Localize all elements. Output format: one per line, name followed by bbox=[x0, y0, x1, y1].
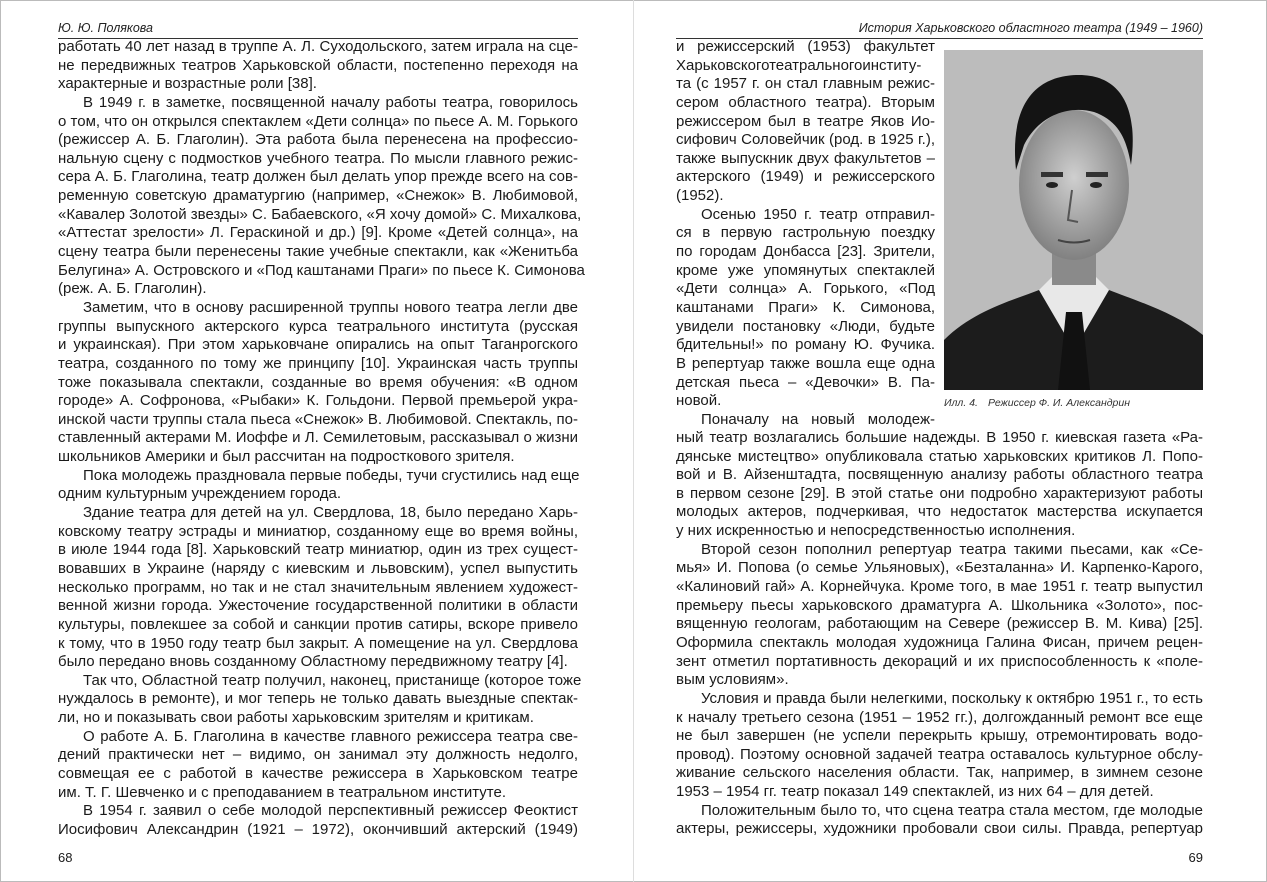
paragraph bbox=[58, 504, 578, 672]
text-line: городе» А. Софронова, «Рыбаки» К. Гольдони. Первой премьерой укра- bbox=[58, 392, 578, 410]
text-line: театра, созданного по тому же принципу [10]. Украинская часть труппы bbox=[58, 354, 578, 372]
text-line: в июле 1944 года [8]. Харьковский театр миниатюр, один из трех сущест- bbox=[58, 541, 578, 559]
text-line: к тому, что в 1950 году театр был закрыт. А помещение на ул. Свердлова bbox=[58, 634, 578, 652]
text-line: ный театр возлагались большие надежды. В 1950 г. киевская газета «Ра- bbox=[676, 428, 1203, 446]
paragraph bbox=[676, 690, 1203, 802]
paragraph bbox=[58, 671, 582, 728]
text-line: совмещая ее с работой в качестве режиссера в Харьковском театре bbox=[58, 764, 578, 782]
figure-caption bbox=[944, 397, 1130, 409]
paragraph bbox=[676, 429, 1203, 541]
text-line: тоже показывала спектакли, созданные во время обучения: «В одном bbox=[58, 373, 578, 391]
text-line: инской части труппы стала пьеса «Снежок» В. Любимовой. Спектакль, по- bbox=[58, 410, 578, 428]
text-line: Пока молодежь праздновала первые победы, тучи сгустились над еще bbox=[83, 466, 580, 484]
text-line: вященную геологам, работающим на Севере (режиссер В. М. Кива) [25]. bbox=[676, 615, 1203, 633]
text-line: Так что, Областной театр получил, наконец, пристанище (которое тоже bbox=[83, 671, 582, 689]
text-line: нуждалось в ремонте), и мог теперь не только давать выездные спектак- bbox=[58, 690, 578, 708]
portrait-photo bbox=[944, 50, 1203, 390]
text-line: не передвижных театров Харьковской области, постепенно переходя на bbox=[58, 56, 578, 74]
text-line: сером областного театра). Вторым bbox=[676, 93, 935, 111]
text-line: сера А. Б. Глаголина, театр должен был делать упор прежде всего на сов- bbox=[58, 168, 578, 186]
text-line: увидели постановку «Люди, будьте bbox=[676, 317, 935, 335]
text-line: Второй сезон пополнил репертуар театра такими пьесами, как «Се- bbox=[701, 540, 1203, 558]
text-line: кроме уже упомянутых спектаклей bbox=[676, 261, 935, 279]
text-line: Оформила спектакль молодая художница Галина Фисан, причем рецен- bbox=[676, 633, 1203, 651]
text-line: нальную сцену с подмостков учебного театра. По мысли главного режис- bbox=[58, 149, 578, 167]
paragraph bbox=[58, 728, 578, 803]
text-line: одним культурным учреждением города. bbox=[58, 485, 342, 503]
text-line: сцену театра были перенесены такие учебные спектакли, как «Женитьба bbox=[58, 243, 578, 261]
right-body-text bbox=[676, 429, 1203, 839]
text-line: В 1949 г. в заметке, посвященной началу работы театра, говорилось bbox=[83, 93, 578, 111]
book-gutter bbox=[633, 0, 634, 882]
text-line: ковскому театру эстрады и миниатюр, созданному еще во время войны, bbox=[58, 522, 578, 540]
text-line: мья» И. Попова (о семье Ульяновых), «Безталанна» И. Карпенко-Карого, bbox=[676, 559, 1203, 577]
text-line: вой и В. Айзенштадта, посвященную анализу работы областного театра bbox=[676, 466, 1203, 484]
figure-caption-text: Режиссер Ф. И. Александрин bbox=[987, 397, 1130, 409]
text-line: новой. bbox=[676, 392, 722, 410]
text-line: и режиссерский (1953) факультет bbox=[676, 38, 935, 55]
text-line: им. Т. Г. Шевченко и с преподаванием в театральном институте. bbox=[58, 783, 507, 801]
text-line: о том, что он открылся спектаклем «Дети солнца» по пьесе А. М. Горького bbox=[58, 112, 578, 130]
right-narrow-text bbox=[676, 38, 935, 429]
paragraph bbox=[676, 802, 1203, 839]
running-header-title: История Харьковского областного театра (1949 – 1960) bbox=[858, 21, 1203, 35]
text-line: Заметим, что в основу расширенной труппы нового театра легли две bbox=[83, 298, 578, 316]
text-line: живание сельского населения области. Так, например, в зимнем сезоне bbox=[676, 764, 1203, 782]
text-line: работать 40 лет назад в труппе А. Л. Суходольского, затем играла на сце- bbox=[58, 38, 578, 55]
text-line: актерского (1949) и режиссерского bbox=[676, 168, 935, 186]
text-line: (1952). bbox=[676, 187, 724, 205]
text-line: Иосифович Александрин (1921 – 1972), окончивший актерский (1949) bbox=[58, 820, 578, 838]
text-line: Осенью 1950 г. театр отправил- bbox=[701, 205, 935, 223]
text-line: сифович Соловейчик (род. в 1925 г.), bbox=[676, 131, 935, 149]
figure-label: Илл. 4. bbox=[944, 397, 978, 409]
text-line: школьников Америки и был рассчитан на подросткового зрителя. bbox=[58, 448, 515, 466]
text-line: премьеру пьесы харьковского драматурга А. Школьника «Золото», пос- bbox=[676, 596, 1203, 614]
text-line: актеры, режиссеры, художники пробовали свои силы. Правда, репертуар bbox=[676, 820, 1203, 838]
text-line: ременную советскую драматургию (например, «Снежок» В. Любимовой, bbox=[58, 187, 578, 205]
text-line: вовавших в Украине (наряду с киевским и львовским), успел выпустить bbox=[58, 559, 578, 577]
text-line: по городам Донбасса [23]. Зрители, bbox=[676, 243, 935, 261]
paragraph bbox=[676, 38, 935, 206]
text-line: провод). Поэтому основной задачей театра оставалось культурное обслу- bbox=[676, 745, 1203, 763]
text-line: каштанами Праги» К. Симонова, bbox=[676, 298, 935, 316]
text-line: молодых актеров, подчеркивая, что недостаток мастерства искупается bbox=[676, 503, 1203, 521]
text-line: вым условиям». bbox=[676, 671, 789, 689]
page-number: 68 bbox=[58, 850, 73, 865]
text-line: Условия и правда были нелегкими, поскольку к октябрю 1951 г., то есть bbox=[701, 689, 1203, 707]
text-line: В репертуар также вошла еще одна bbox=[676, 354, 935, 372]
text-line: ставленный актерами М. Иоффе и Л. Семилетовым, рассказывал о жизни bbox=[58, 429, 578, 447]
text-line: дений практически нет – видимо, он занимал эту должность недолго, bbox=[58, 746, 578, 764]
text-line: несколько программ, но так и не стал значительным явлением художест- bbox=[58, 578, 578, 596]
text-line: было передано вновь созданному Областному передвижному театру [4]. bbox=[58, 653, 568, 671]
text-line: в первом сезоне [29]. В этой статье они подробно характеризуют работы bbox=[676, 484, 1203, 502]
paragraph bbox=[58, 38, 578, 94]
text-line: к началу третьего сезона (1951 – 1952 гг.), долгожданный ремонт все еще bbox=[676, 708, 1203, 726]
paragraph bbox=[676, 411, 935, 430]
text-line: В 1954 г. заявил о себе молодой перспективный режиссер Феоктист bbox=[83, 802, 578, 820]
paragraph bbox=[676, 206, 935, 411]
running-header-author: Ю. Ю. Полякова bbox=[58, 21, 153, 35]
text-line: «Аттестат зрелости» Л. Гераскиной и др.) [9]. Кроме «Детей солнца», на bbox=[58, 224, 578, 242]
paragraph bbox=[58, 467, 578, 504]
text-line: Здание театра для детей на ул. Свердлова, 18, было передано Харь- bbox=[83, 504, 578, 522]
text-line: бдительны!» по роману Ю. Фучика. bbox=[676, 336, 935, 354]
text-line: (режиссер А. Б. Глаголин). Эта работа была перенесена на профессио- bbox=[58, 131, 578, 149]
text-line: 1953 – 1954 гг. театр показал 149 спектаклей, из них 64 – для детей. bbox=[676, 783, 1154, 801]
text-line: группы выпускного актерского курса театрального института (русская bbox=[58, 317, 578, 335]
text-line: и украинская). При этом харьковчане опирались на опыт Таганрогского bbox=[58, 336, 578, 354]
text-line: «Дети солнца» А. Горького, «Под bbox=[676, 280, 935, 298]
paragraph bbox=[58, 299, 578, 467]
text-line: дянське мистецтво» опубликовала статью харьковских критиков Л. Попо- bbox=[676, 447, 1203, 465]
text-line: Поначалу на новый молодеж- bbox=[701, 410, 935, 428]
text-line: у них искренностью и непосредственностью исполнения. bbox=[676, 522, 1076, 540]
page-number: 69 bbox=[1188, 850, 1203, 865]
paragraph bbox=[58, 802, 578, 839]
text-line: зент отметил портативность декораций и их приспособленность к «поле- bbox=[676, 652, 1203, 670]
text-line: О работе А. Б. Глаголина в качестве главного режиссера театра све- bbox=[83, 727, 578, 745]
left-body-text bbox=[58, 38, 585, 840]
text-line: венной жизни города. Ужесточение государственной политики в области bbox=[58, 597, 578, 615]
text-line: «Калиновий гай» А. Корнейчука. Кроме того, в мае 1951 г. театр выпустил bbox=[676, 578, 1203, 596]
text-line: Харьковскоготеатральногоинститу- bbox=[676, 56, 922, 74]
text-line: «Кавалер Золотой звезды» С. Бабаевского, «Я хочу домой» С. Михалкова, bbox=[58, 205, 582, 223]
text-line: также выпускник двух факультетов – bbox=[676, 149, 935, 167]
text-line: не был завершен (не успели перекрыть крышу, отремонтировать водо- bbox=[676, 727, 1203, 745]
text-line: Белугина» А. Островского и «Под каштанами Праги» по пьесе К. Симонова bbox=[58, 261, 585, 279]
text-line: режиссером был в театре Яков Ио- bbox=[676, 112, 935, 130]
text-line: Положительным было то, что сцена театра стала местом, где молодые bbox=[701, 801, 1203, 819]
text-line: культуры, повлекшее за собой и санкции против сатиры, вскоре привело bbox=[58, 615, 578, 633]
text-line: ли, но и показывать свои работы харьковским зрителям и критикам. bbox=[58, 709, 534, 727]
paragraph bbox=[58, 93, 585, 299]
text-line: ся в первую гастрольную поездку bbox=[676, 224, 935, 242]
text-line: детская пьеса – «Девочки» В. Па- bbox=[676, 373, 935, 391]
text-line: та (с 1957 г. он стал главным режис- bbox=[676, 75, 935, 93]
paragraph bbox=[676, 541, 1203, 690]
text-line: характерные и возрастные роли [38]. bbox=[58, 75, 317, 93]
text-line: (реж. А. Б. Глаголин). bbox=[58, 280, 207, 298]
